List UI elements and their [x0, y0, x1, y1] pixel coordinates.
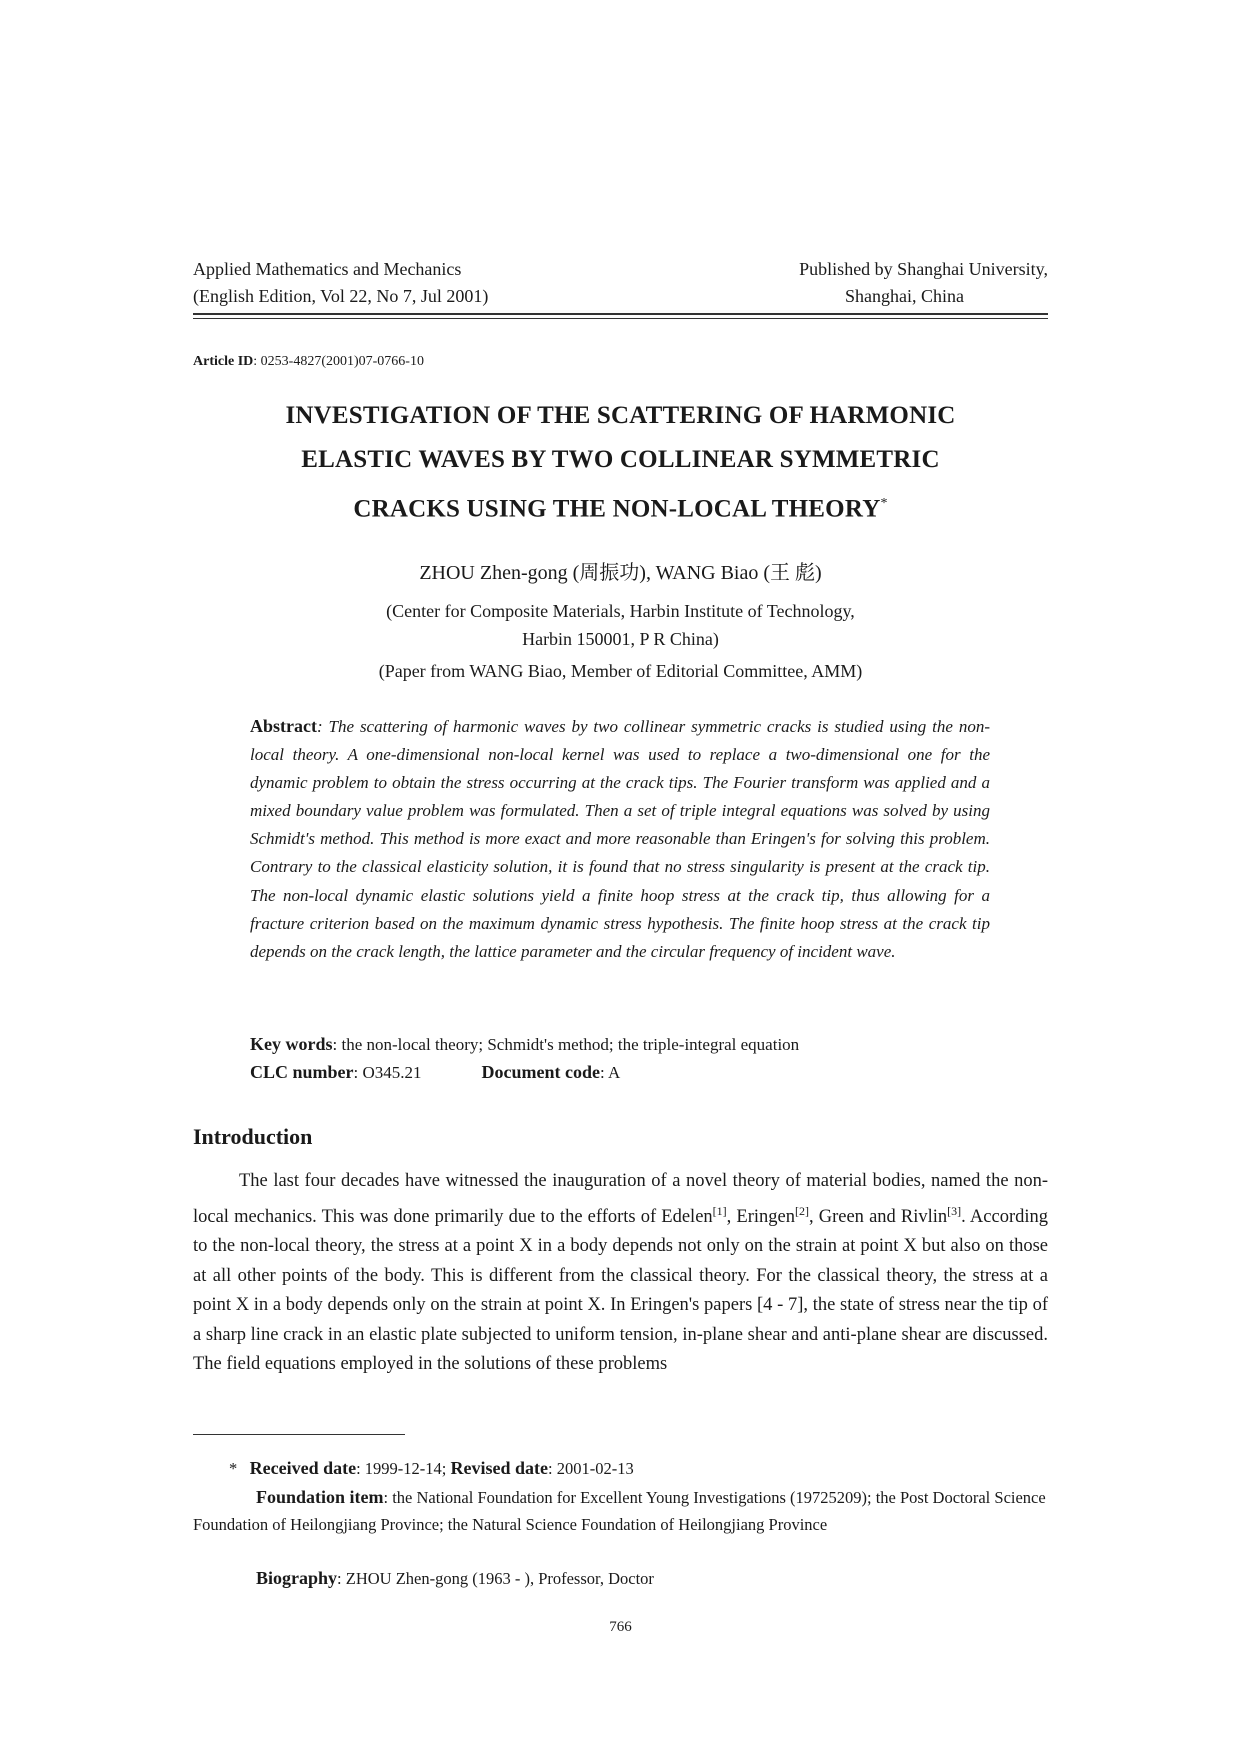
keywords-text: : the non-local theory; Schmidt's method; the triple-integral equation [332, 1035, 800, 1054]
reference-2: [2] [794, 1203, 809, 1218]
title-line-3: CRACKS USING THE NON-LOCAL THEORY* [353, 495, 888, 523]
abstract-text: : The scattering of harmonic waves by two collinear symmetric cracks is studied using the non-local theory. A one-dimensional non-local kernel was used to replace a two-dimensional one for the dynamic problem to obtain the stress occurring at the crack tips. The Fourier transform was applied and a mixed boundary value problem was formulated. Then a set of triple integral equations was solved by using Schmidt's method. This method is more exact and more reasonable than Eringen's for solving this problem. Contrary to the classical elasticity solution, it is found that no stress singularity is present at the crack tip. The non-local dynamic elastic solutions yield a finite hoop stress at the crack tip, thus allowing for a fracture criterion based on the maximum dynamic stress hypothesis. The finite hoop stress at the crack tip depends on the crack length, the lattice parameter and the circular frequency of incident wave. [250, 717, 990, 961]
reference-1: [1] [712, 1203, 727, 1218]
revised-value: : 2001-02-13 [548, 1459, 634, 1478]
affiliation-line-2: Harbin 150001, P R China) [522, 629, 719, 649]
document-code-value: : A [600, 1063, 621, 1082]
header-rule-top [193, 313, 1048, 315]
classification [250, 1062, 620, 1083]
footnote-biography [193, 1565, 1048, 1592]
introduction-paragraph: The last four decades have witnessed the inauguration of a novel theory of material bodies, named the non-local mechanics. This was done primarily due to the efforts of Edelen[1], Eringen[2], Green and Rivlin[3]. According to the non-local theory, the stress at a point X in a body depends not only on the strain at point X but also on those at all other points of the body. This is different from the classical theory. For the classical theory, the stress at a point X in a body depends only on the strain at point X. In Eringen's papers [4 - 7], the state of stress near the tip of a sharp line crack in an elastic plate subjected to uniform tension, in-plane shear and anti-plane shear are discussed. The field equations employed in the solutions of these problems [193, 1171, 1048, 1375]
biography-value: : ZHOU Zhen-gong (1963 - ), Professor, Doctor [337, 1569, 654, 1588]
publisher-name: Published by Shanghai University, [799, 259, 1048, 279]
page-number: 766 [609, 1619, 632, 1635]
footnote-rule [193, 1434, 405, 1435]
article-id [193, 354, 424, 370]
abstract [250, 712, 990, 966]
reference-3: [3] [947, 1203, 962, 1218]
received-label: Received date [249, 1458, 357, 1478]
title-line-2: ELASTIC WAVES BY TWO COLLINEAR SYMMETRIC [301, 446, 940, 473]
title-line-1: INVESTIGATION OF THE SCATTERING OF HARMONIC [285, 402, 956, 429]
keywords [250, 1034, 799, 1055]
journal-edition: (English Edition, Vol 22, No 7, Jul 2001) [193, 286, 489, 306]
biography-label: Biography [256, 1568, 338, 1588]
title-footnote-mark: * [880, 496, 888, 511]
abstract-label: Abstract [250, 716, 317, 736]
article-id-value: : 0253-4827(2001)07-0766-10 [253, 354, 424, 369]
publisher-info [799, 256, 1048, 310]
article-id-label: Article ID [193, 354, 254, 369]
footnote-dates [193, 1455, 1048, 1482]
affiliation-line-1: (Center for Composite Materials, Harbin Institute of Technology, [386, 601, 855, 621]
foundation-value: : the National Foundation for Excellent Young Investigations (19725209); the Post Doctoral Science Foundation of Heilongjiang Province; the Natural Science Foundation of Heilongjiang Province [193, 1488, 1046, 1534]
footnote-star: * [229, 1459, 238, 1478]
journal-name: Applied Mathematics and Mechanics [193, 259, 462, 279]
paper-source-note: (Paper from WANG Biao, Member of Editorial Committee, AMM) [378, 661, 863, 681]
footnote-foundation [193, 1484, 1048, 1538]
revised-label: Revised date [450, 1458, 549, 1478]
affiliation [193, 597, 1048, 653]
clc-value: : O345.21 [353, 1063, 422, 1082]
authors: ZHOU Zhen-gong (周振功), WANG Biao (王 彪) [419, 562, 822, 584]
header-rule-bottom [193, 318, 1048, 319]
keywords-label: Key words [250, 1034, 333, 1054]
publisher-location: Shanghai, China [845, 286, 964, 306]
clc-label: CLC number [250, 1062, 354, 1082]
received-value: : 1999-12-14; [356, 1459, 447, 1478]
paper-title [193, 394, 1048, 531]
foundation-label: Foundation item [256, 1487, 384, 1507]
document-code-label: Document code [481, 1062, 600, 1082]
journal-info [193, 256, 488, 310]
section-heading-introduction: Introduction [193, 1124, 313, 1149]
